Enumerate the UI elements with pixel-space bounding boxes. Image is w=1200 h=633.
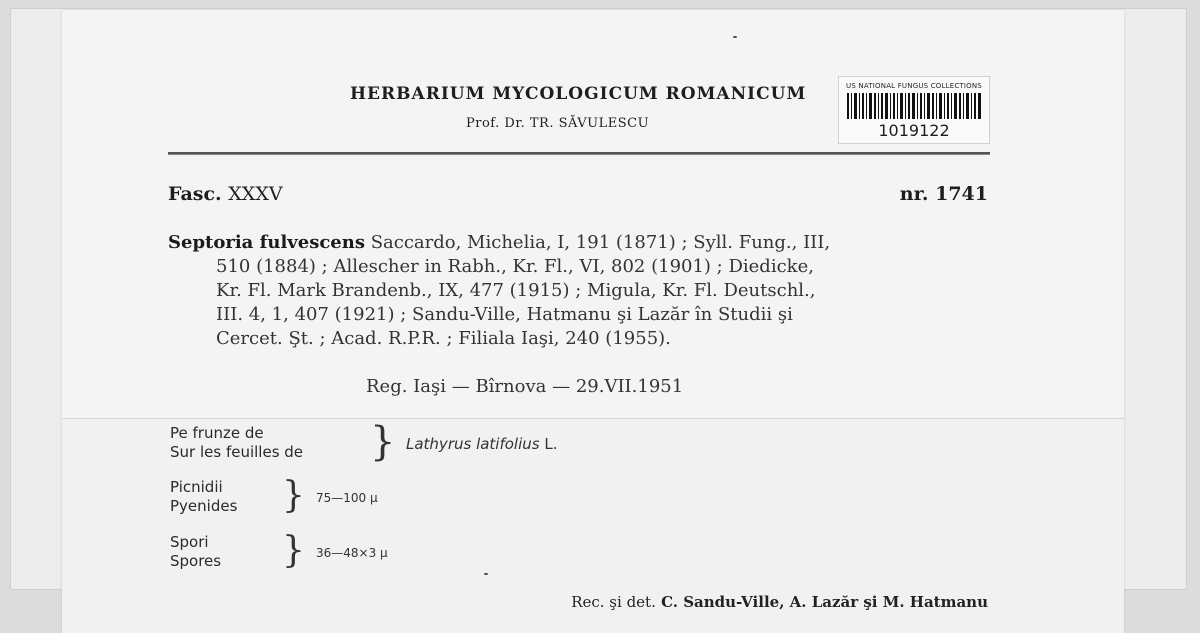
pycnidia-labels xyxy=(170,478,237,516)
spores-label-ro: Spori xyxy=(170,533,209,551)
host-label-fr: Sur les feuilles de xyxy=(170,443,304,461)
specimen-number xyxy=(900,183,988,205)
herbarium-director: Prof. Dr. TR. SĂVULESCU xyxy=(466,116,650,131)
citation-line-2: 510 (1884) ; Allescher in Rabh., Kr. Fl., VI, 802 (1901) ; Diedicke, xyxy=(216,256,814,277)
citation-line-4: III. 4, 1, 407 (1921) ; Sandu-Ville, Hatmanu şi Lazăr în Studii şi xyxy=(216,304,793,325)
host-brace-icon: } xyxy=(370,419,396,465)
barcode-icon xyxy=(847,93,981,119)
spores-label-fr: Spores xyxy=(170,552,222,570)
collectors-names: C. Sandu-Ville, A. Lazăr şi M. Hatmanu xyxy=(655,593,988,611)
taxon-citation xyxy=(168,231,998,351)
herbarium-title: HERBARIUM MYCOLOGICUM ROMANICUM xyxy=(350,84,807,104)
taxon-name: Septoria fulvescens xyxy=(168,232,365,253)
collectors xyxy=(571,593,988,611)
host-label-ro: Pe frunze de xyxy=(170,424,264,442)
host-species xyxy=(406,435,558,453)
fascicle-number: XXXV xyxy=(228,183,283,205)
header-divider xyxy=(168,152,990,155)
barcode-caption: US NATIONAL FUNGUS COLLECTIONS xyxy=(846,82,982,90)
specimen-number-value: 1741 xyxy=(935,183,988,205)
pycnidia-label-ro: Picnidii xyxy=(170,478,223,496)
spores-labels xyxy=(170,533,221,571)
pycnidia-label-fr: Pyenides xyxy=(170,497,238,515)
spores-brace-icon: } xyxy=(282,530,305,571)
spores-size: 36—48×3 μ xyxy=(316,546,388,560)
fascicle-label: Fasc. xyxy=(168,183,222,205)
barcode-number: 1019122 xyxy=(878,121,950,140)
fascicle xyxy=(168,183,283,205)
host-species-name: Lathyrus latifolius xyxy=(406,435,540,453)
specimen-number-label: nr. xyxy=(899,183,929,205)
citation-line-5: Cercet. Şt. ; Acad. R.P.R. ; Filiala Iaşi, 240 (1955). xyxy=(216,328,671,349)
pycnidia-brace-icon: } xyxy=(282,475,305,516)
paper-speck xyxy=(733,36,737,38)
collection-locality: Reg. Iaşi — Bîrnova — 29.VII.1951 xyxy=(366,376,684,397)
paper-speck xyxy=(484,573,488,575)
citation-line-3: Kr. Fl. Mark Brandenb., IX, 477 (1915) ; Migula, Kr. Fl. Deutschl., xyxy=(216,280,816,301)
pycnidia-size: 75—100 μ xyxy=(316,491,378,505)
citation-line-1: Saccardo, Michelia, I, 191 (1871) ; Syll. Fung., III, xyxy=(364,232,831,253)
barcode-label xyxy=(838,76,990,144)
host-labels xyxy=(170,424,303,462)
collectors-prefix: Rec. şi det. xyxy=(571,593,656,611)
host-species-author: L. xyxy=(539,435,558,453)
